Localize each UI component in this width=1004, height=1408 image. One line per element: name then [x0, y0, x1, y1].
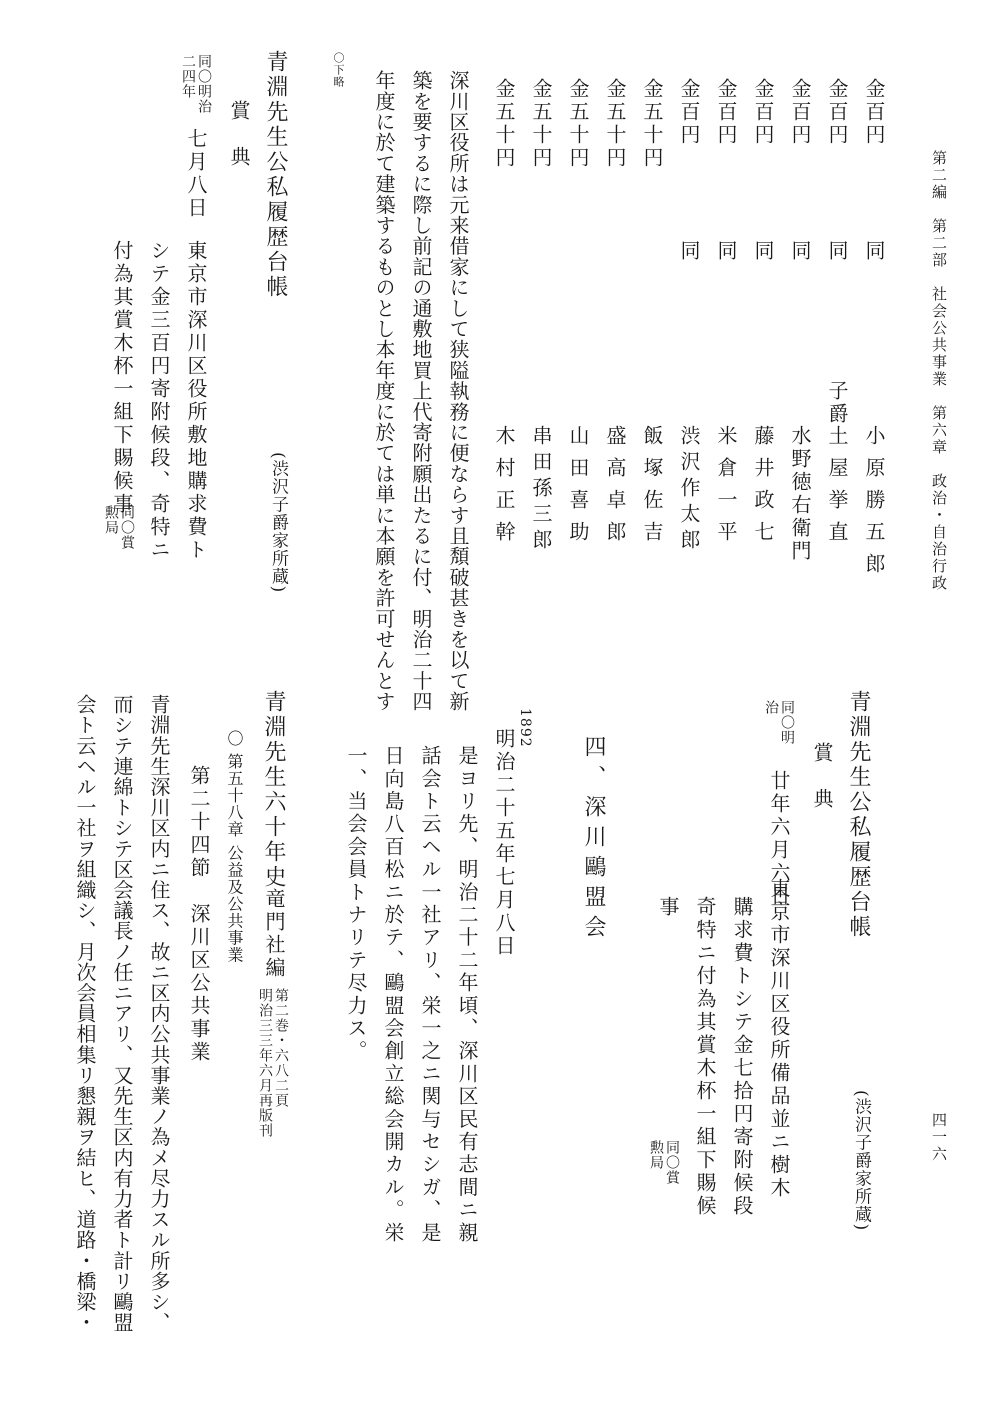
donor-name: 飯塚佐吉 — [640, 425, 664, 553]
donor-name: 水野徳右衛門 — [788, 425, 812, 563]
donation-amount: 金五十円 — [603, 78, 627, 170]
record-era-note: 同〇明 治 — [763, 700, 795, 745]
record-source: (渋沢子爵家所蔵) — [851, 1090, 871, 1232]
record-line: 購求費トシテ金七拾円寄附候段 — [730, 896, 754, 1218]
record-line: 東京市深川区役所備品並ニ樹木 — [767, 878, 791, 1200]
record-date: 七月八日 — [184, 128, 208, 220]
donation-amount: 金百円 — [862, 78, 886, 147]
record-line: 東京市深川区役所敷地購求費ト — [184, 240, 208, 562]
omitted-note: 〇下略 — [332, 52, 345, 88]
section-line: 是ヨリ先、明治二十二年頃、深川区民有志間ニ親 — [455, 745, 479, 1245]
donation-ditto: 同 — [788, 240, 812, 263]
donation-amount: 金百円 — [677, 78, 701, 147]
donor-name: 盛高卓郎 — [603, 425, 627, 553]
section-line: 話会ト云ヘル一社アリ、栄一之ニ関与セシガ、是 — [418, 745, 442, 1245]
section-line: 一、当会会員トナリテ尽力ス。 — [344, 745, 368, 1063]
record-authority: 同〇賞 勲局 — [103, 505, 135, 550]
record-authority: 同〇賞 勲局 — [648, 1140, 680, 1185]
record-heading: 賞 典 — [227, 100, 251, 169]
donation-amount: 金百円 — [751, 78, 775, 147]
donor-name: 米倉一平 — [714, 425, 738, 553]
donor-name: 小原勝五郎 — [862, 425, 886, 585]
donation-amount: 金百円 — [825, 78, 849, 147]
section-year-western: 1892 — [517, 708, 533, 748]
record-line: シテ金三百円寄附候段、奇特ニ — [147, 240, 171, 562]
record-era-note: 同〇明治 二四年 — [180, 54, 212, 114]
record-clause: 第二十四節 深川区公共事業 — [187, 765, 211, 1064]
record-source: (渋沢子爵家所蔵) — [268, 452, 288, 594]
donor-name: 藤井政七 — [751, 425, 775, 553]
record-heading: 賞 典 — [810, 742, 834, 811]
record-line: 事 — [656, 896, 680, 919]
record-line: 而シテ連綿トシテ区会議長ノ任ニアリ、又先生区内有力者ト計リ鷗盟 — [110, 694, 134, 1333]
donor-name: 土屋挙直 — [825, 425, 849, 553]
donor-name: 串田孫三郎 — [529, 425, 553, 555]
record-title: 青淵先生公私履歴台帳 — [263, 50, 288, 300]
record-line: 青淵先生深川区内ニ住ス、故ニ区内公共事業ノ為メ尽力スル所多シ、 — [147, 694, 171, 1333]
record-line: 奇特ニ付為其賞木杯一組下賜候 — [693, 896, 717, 1218]
paragraph-line: 年度に於て建築するものとし本年度に於ては単に本願を許可せんとす — [372, 70, 396, 712]
donor-name: 山田喜助 — [566, 425, 590, 553]
page-number: 四一六 — [930, 1112, 948, 1163]
running-title: 第二編 第二部 社会公共事業 第六章 政治・自治行政 — [930, 150, 948, 592]
donation-ditto: 同 — [825, 240, 849, 263]
paragraph-line: 深川区役所は元来借家にして狭隘執務に便ならす且頽破甚きを以て新 — [446, 70, 470, 712]
donation-ditto: 同 — [677, 240, 701, 263]
record-publication: 第二巻・六八二頁 明治三三年六月再版刊 — [257, 988, 289, 1138]
paragraph-line: 築を要するに際し前記の通敷地買上代寄附願出たるに付、明治二十四 — [409, 70, 433, 712]
record-line: 会ト云ヘル一社ヲ組織シ、月次会員相集リ懇親ヲ結ヒ、道路・橋梁・ — [73, 694, 97, 1333]
donor-name: 渋沢作太郎 — [677, 425, 701, 555]
donation-ditto: 同 — [751, 240, 775, 263]
record-title: 青淵先生公私履歴台帳 — [846, 690, 871, 940]
donation-amount: 金百円 — [714, 78, 738, 147]
donation-ditto: 同 — [714, 240, 738, 263]
record-date: 廿年六月六日 — [767, 770, 791, 908]
donation-amount: 金五十円 — [566, 78, 590, 170]
donor-title: 子爵 — [825, 380, 849, 426]
donation-ditto: 同 — [862, 240, 886, 263]
donation-amount: 金五十円 — [640, 78, 664, 170]
donation-amount: 金五十円 — [492, 78, 516, 170]
donation-amount: 金五十円 — [529, 78, 553, 170]
section-line: 日向島八百松ニ於テ、鷗盟会創立総会開カル。栄 — [381, 745, 405, 1245]
donation-amount: 金百円 — [788, 78, 812, 147]
record-chapter: 〇 第五十八章 公益及公共事業 — [225, 730, 244, 964]
section-heading: 四、深川鷗盟会 — [581, 735, 606, 945]
record-line: 付為其賞木杯一組下賜候事 — [110, 240, 134, 516]
record-editor: 竜門社編 — [262, 888, 286, 980]
donor-name: 木村正幹 — [492, 425, 516, 553]
section-date: 明治二十五年七月八日 — [492, 728, 516, 958]
record-title: 青淵先生六十年史 — [261, 690, 286, 890]
